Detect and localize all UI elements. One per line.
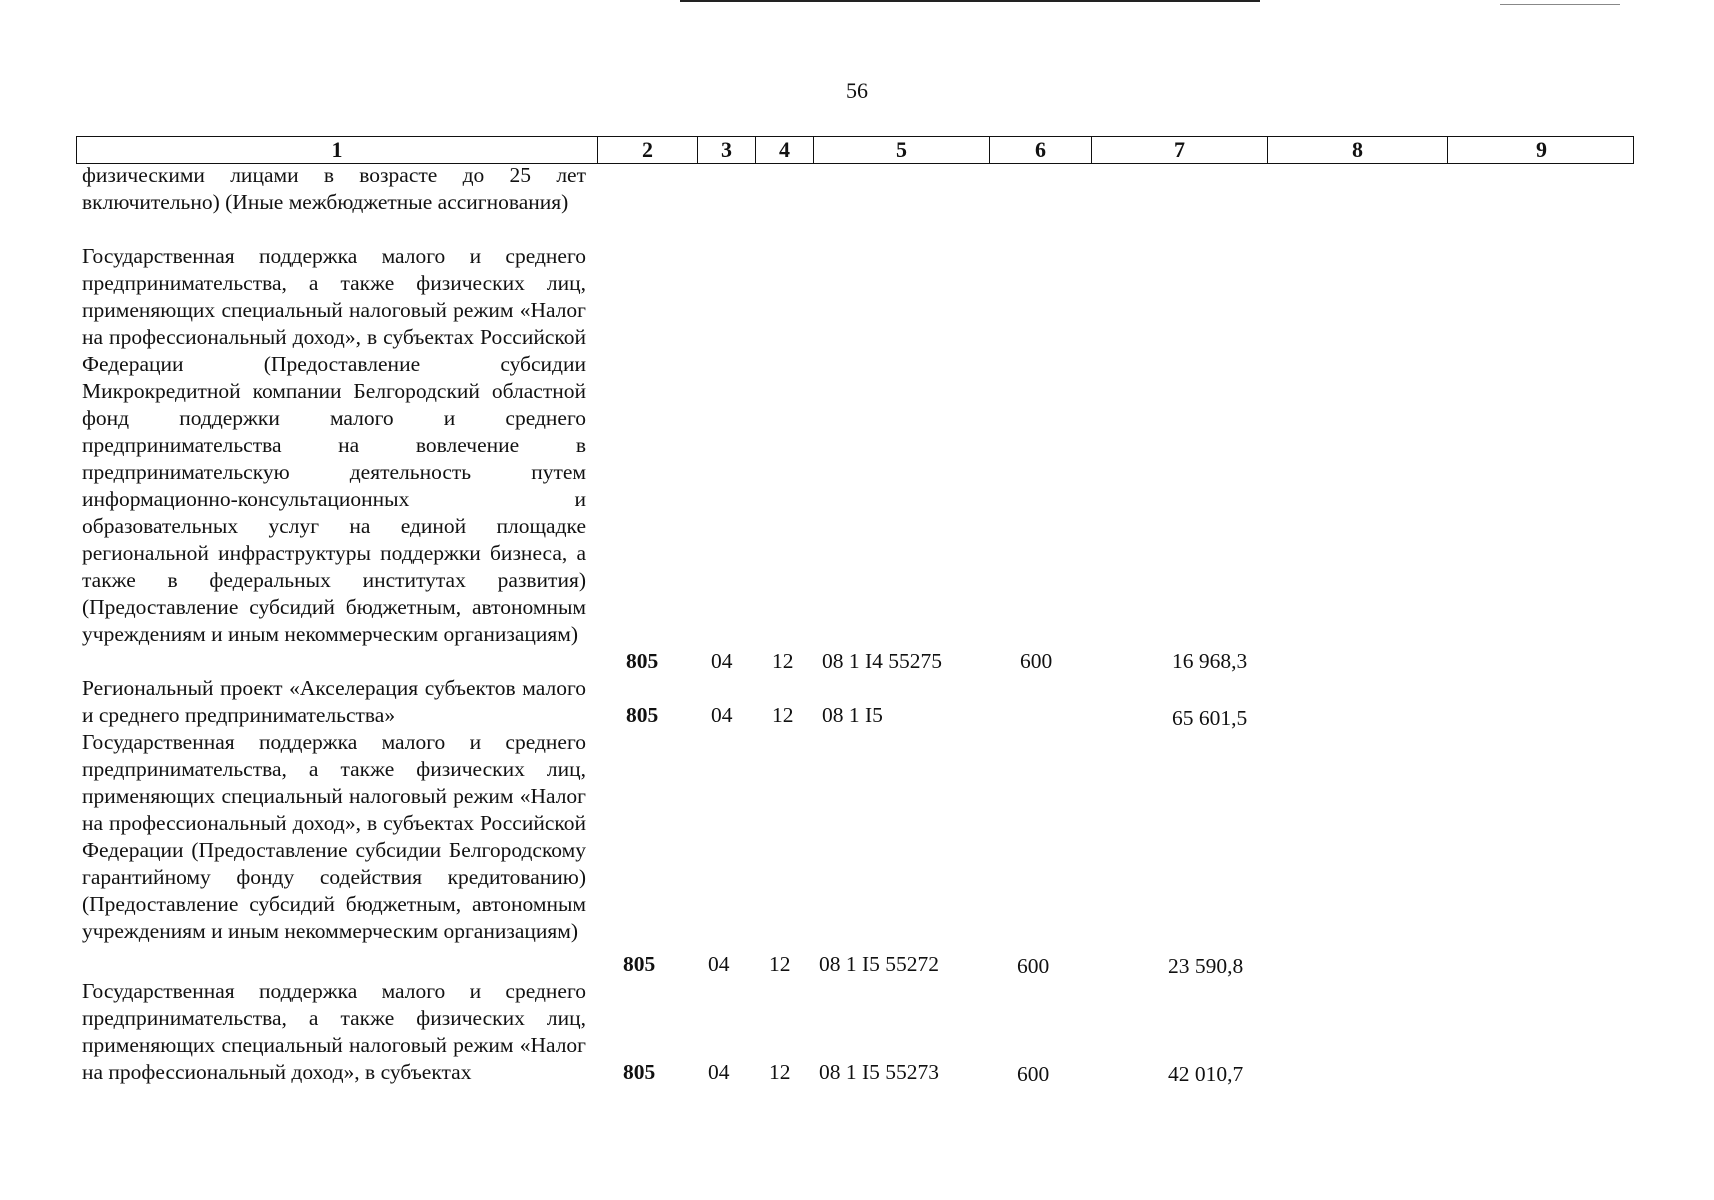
header-col-2: 2 bbox=[597, 137, 697, 163]
header-col-1: 1 bbox=[331, 137, 343, 162]
row-col-2: 805 bbox=[623, 952, 656, 976]
row-description: Региональный проект «Акселерация субъектов малого и среднего предпринимательства» bbox=[82, 676, 586, 727]
header-col-9: 9 bbox=[1447, 137, 1635, 163]
row-col-2: 805 bbox=[626, 703, 659, 727]
row-col-2: 805 bbox=[626, 649, 659, 673]
row-col-4: 12 bbox=[769, 952, 791, 976]
row-col-6: 600 bbox=[1017, 1062, 1050, 1086]
scan-artifact-top-right bbox=[1500, 4, 1620, 5]
header-col-4: 4 bbox=[755, 137, 813, 163]
scan-artifact-top bbox=[680, 0, 1260, 2]
row-col-3: 04 bbox=[708, 952, 730, 976]
row-col-7: 23 590,8 bbox=[1168, 954, 1244, 978]
row-col-4: 12 bbox=[772, 703, 794, 727]
page-number: 56 bbox=[846, 78, 868, 103]
row-col-7: 16 968,3 bbox=[1172, 649, 1248, 673]
header-col-5: 5 bbox=[813, 137, 989, 163]
row-col-7: 65 601,5 bbox=[1172, 706, 1248, 730]
row-description: Государственная поддержка малого и среднего предпринимательства, а также физических лиц, применяющих специальный налоговый режим «Налог на профессиональный доход», в субъектах bbox=[82, 979, 586, 1084]
row-col-3: 04 bbox=[708, 1060, 730, 1084]
row-col-6: 600 bbox=[1020, 649, 1053, 673]
row-col-4: 12 bbox=[769, 1060, 791, 1084]
row-description: Государственная поддержка малого и среднего предпринимательства, а также физических лиц, применяющих специальный налоговый режим «Налог на профессиональный доход», в субъектах Российской Федерации (Предоставление субсидии Белгородскому гарантийному фонду содействия кредитованию) (Предоставление субсидий бюджетным, автономным учреждениям и иным некоммерческим организациям) bbox=[82, 730, 586, 943]
row-description: физическими лицами в возрасте до 25 лет включительно) (Иные межбюджетные ассигнования) bbox=[82, 163, 586, 214]
header-col-3: 3 bbox=[697, 137, 755, 163]
row-col-3: 04 bbox=[711, 649, 733, 673]
table-header bbox=[76, 136, 1634, 164]
row-col-6: 600 bbox=[1017, 954, 1050, 978]
row-description: Государственная поддержка малого и среднего предпринимательства, а также физических лиц, применяющих специальный налоговый режим «Налог на профессиональный доход», в субъектах Российской Федерации (Предоставление субсидии Микрокредитной компании Белгородский областной фонд поддержки малого и среднего предпринимательства на вовлечение в предпринимательскую деятельность путем информационно-консультационных и образовательных услуг на единой площадке региональной инфраструктуры поддержки бизнеса, а также в федеральных институтах развития) (Предоставление субсидий бюджетным, автономным учреждениям и иным некоммерческим организациям) bbox=[82, 244, 586, 646]
row-col-7: 42 010,7 bbox=[1168, 1062, 1244, 1086]
header-col-8: 8 bbox=[1267, 137, 1447, 163]
row-col-2: 805 bbox=[623, 1060, 656, 1084]
header-col-6: 6 bbox=[989, 137, 1091, 163]
header-col-7: 7 bbox=[1091, 137, 1267, 163]
row-col-5: 08 1 I4 55275 bbox=[822, 649, 943, 673]
row-col-5: 08 1 I5 bbox=[822, 703, 883, 727]
row-col-5: 08 1 I5 55272 bbox=[819, 952, 940, 976]
row-col-5: 08 1 I5 55273 bbox=[819, 1060, 940, 1084]
row-col-4: 12 bbox=[772, 649, 794, 673]
row-col-3: 04 bbox=[711, 703, 733, 727]
